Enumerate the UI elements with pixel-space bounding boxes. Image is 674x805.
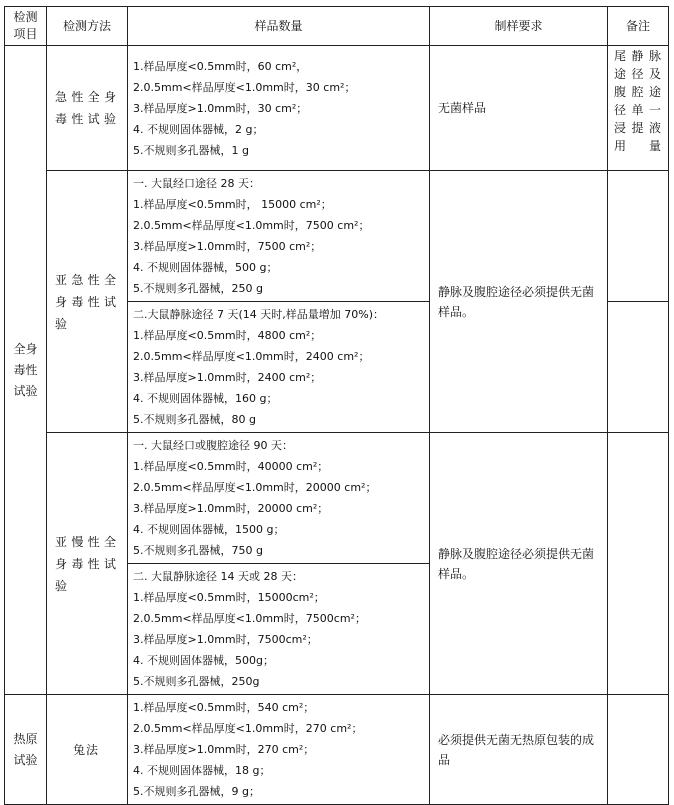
acute-note-text: 尾静脉途径及腹腔途径单一浸提液用量: [614, 49, 662, 153]
pyrogen-method-cell: 兔法: [47, 695, 128, 805]
header-quantity: 样品数量: [128, 7, 430, 46]
quantity-line: 2.0.5mm<样品厚度<1.0mm时，7500cm²；: [133, 612, 366, 625]
quantity-line: 2.0.5mm<样品厚度<1.0mm时，2400 cm²；: [133, 350, 370, 363]
pyrogen-requirement-cell: 必须提供无菌无热原包装的成品: [430, 695, 608, 805]
quantity-line: 一. 大鼠经口途径 28 天：: [133, 177, 260, 190]
quantity-line: 4. 不规则固体器械，500 g；: [133, 261, 278, 274]
header-requirement: 制样要求: [430, 7, 608, 46]
quantity-line: 2.0.5mm<样品厚度<1.0mm时，7500 cm²；: [133, 219, 370, 232]
quantity-line: 1.样品厚度<0.5mm时，4800 cm²；: [133, 329, 322, 342]
quantity-line: 一. 大鼠经口或腹腔途径 90 天：: [133, 439, 293, 452]
subacute-quantity-cell-1: [128, 171, 430, 302]
systemic-item-label: 全身 毒性 试验: [13, 341, 38, 398]
quantity-line: 5.不规则多孔器械，80 g: [133, 413, 256, 426]
quantity-line: 5.不规则多孔器械，750 g: [133, 544, 263, 557]
test-requirements-table: [4, 6, 669, 805]
subacute-method-cell: 亚急性全身毒性试验: [47, 171, 128, 433]
quantity-line: 1.样品厚度<0.5mm时， 15000 cm²；: [133, 198, 332, 211]
acute-note-cell: [608, 46, 669, 171]
quantity-line: 5.不规则多孔器械，250 g: [133, 282, 263, 295]
quantity-line: 3.样品厚度>1.0mm时，2400 cm²；: [133, 371, 322, 384]
pyrogen-note-cell: [608, 695, 669, 805]
pyrogen-quantity-cell: [128, 695, 430, 805]
quantity-line: 2.0.5mm<样品厚度<1.0mm时，270 cm²；: [133, 722, 363, 735]
quantity-line: 1.样品厚度<0.5mm时，60 cm²，: [133, 59, 308, 73]
quantity-line: 3.样品厚度>1.0mm时，270 cm²；: [133, 743, 315, 756]
quantity-line: 4. 不规则固体器械，160 g；: [133, 392, 278, 405]
quantity-line: 1.样品厚度<0.5mm时，15000cm²；: [133, 591, 325, 604]
subchronic-quantity-cell-1: [128, 433, 430, 564]
quantity-line: 二.大鼠静脉途径 7 天(14 天时,样品量增加 70%)：: [133, 308, 385, 321]
quantity-line: 3.样品厚度>1.0mm时，30 cm²；: [133, 101, 308, 115]
quantity-line: 5.不规则多孔器械，1 g: [133, 143, 249, 157]
subchronic-row-1: [5, 433, 669, 564]
header-method: 检测方法: [47, 7, 128, 46]
subacute-requirement-cell: 静脉及腹腔途径必须提供无菌样品。: [430, 171, 608, 433]
acute-method-cell: 急性全身毒性试验: [47, 46, 128, 171]
quantity-line: 5.不规则多孔器械，9 g；: [133, 785, 260, 798]
quantity-line: 5.不规则多孔器械，250g: [133, 675, 260, 688]
quantity-line: 4. 不规则固体器械，2 g；: [133, 122, 264, 136]
subchronic-method-cell: 亚慢性全身毒性试验: [47, 433, 128, 695]
pyrogen-item-cell: [5, 695, 47, 805]
header-item-text: 检测 项目: [13, 10, 38, 41]
quantity-line: 1.样品厚度<0.5mm时，540 cm²；: [133, 701, 315, 714]
subacute-row-1: [5, 171, 669, 302]
quantity-line: 3.样品厚度>1.0mm时，20000 cm²；: [133, 502, 329, 515]
subchronic-requirement-cell: 静脉及腹腔途径必须提供无菌样品。: [430, 433, 608, 695]
quantity-line: 3.样品厚度>1.0mm时，7500 cm²；: [133, 240, 322, 253]
header-note: 备注: [608, 7, 669, 46]
quantity-line: 4. 不规则固体器械，18 g；: [133, 764, 271, 777]
acute-row: [5, 46, 669, 171]
pyrogen-row: [5, 695, 669, 805]
subchronic-note-cell: [608, 433, 669, 695]
acute-quantity-cell: [128, 46, 430, 171]
quantity-line: 3.样品厚度>1.0mm时，7500cm²；: [133, 633, 318, 646]
subacute-note-cell-1: [608, 171, 669, 302]
subacute-quantity-cell-2: [128, 302, 430, 433]
quantity-line: 4. 不规则固体器械，1500 g；: [133, 523, 285, 536]
pyrogen-item-label: 热原 试验: [13, 731, 38, 767]
subacute-note-cell-2: [608, 302, 669, 433]
subchronic-quantity-cell-2: [128, 564, 430, 695]
header-row: [5, 7, 669, 46]
quantity-line: 1.样品厚度<0.5mm时，40000 cm²；: [133, 460, 329, 473]
quantity-line: 2.0.5mm<样品厚度<1.0mm时，30 cm²；: [133, 80, 356, 94]
acute-requirement-cell: 无菌样品: [430, 46, 608, 171]
quantity-line: 4. 不规则固体器械，500g；: [133, 654, 274, 667]
systemic-item-cell: [5, 46, 47, 695]
quantity-line: 二. 大鼠静脉途径 14 天或 28 天：: [133, 570, 303, 583]
header-item: [5, 7, 47, 46]
quantity-line: 2.0.5mm<样品厚度<1.0mm时，20000 cm²；: [133, 481, 377, 494]
